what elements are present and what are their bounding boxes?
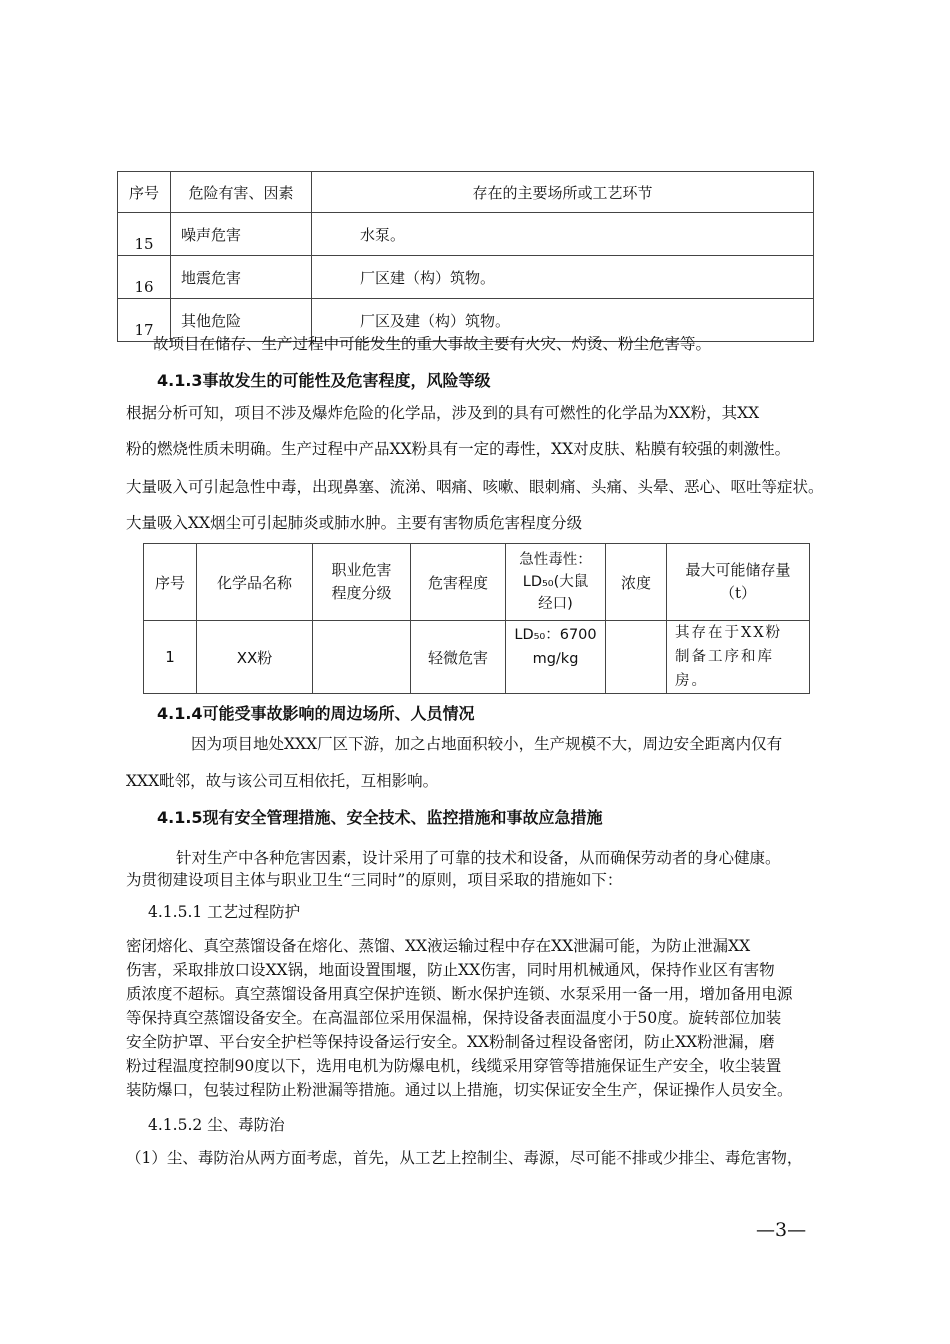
table-header-row xyxy=(144,544,810,621)
paragraph-line: 针对生产中各种危害因素，设计采用了可靠的技术和设备，从而确保劳动者的身心健康。 xyxy=(176,849,781,867)
cell-no: 1 xyxy=(144,621,197,694)
paragraph-line: 安全防护罩、平台安全护栏等保持设备运行安全。XX粉制备过程设备密闭，防止XX粉泄漏，磨 xyxy=(126,1033,775,1051)
cell-no: 16 xyxy=(118,256,171,299)
paragraph-line: 伤害，采取排放口设XX锅，地面设置围堰，防止XX伤害，同时用机械通风，保持作业区有害物 xyxy=(126,961,775,979)
paragraph-line: 粉过程温度控制90度以下，选用电机为防爆电机，线缆采用穿管等措施保证生产安全，收尘装置 xyxy=(126,1057,782,1075)
cell-hazard: 其他危险 xyxy=(171,299,312,342)
col-header-degree: 危害程度 xyxy=(411,544,506,621)
header-line: 急性毒性： xyxy=(519,552,592,568)
cell-place: 水泵。 xyxy=(312,213,814,256)
paragraph-line: 大量吸入XX烟尘可引起肺炎或肺水肿。主要有害物质危害程度分级 xyxy=(126,514,583,532)
subsection-heading: 4.1.5.2 尘、毒防治 xyxy=(148,1116,285,1134)
header-line: 程度分级 xyxy=(331,584,392,602)
cell-hazard: 地震危害 xyxy=(171,256,312,299)
cell-hazard: 噪声危害 xyxy=(171,213,312,256)
paragraph-line: 粉的燃烧性质未明确。生产过程中产品XX粉具有一定的毒性，XX对皮肤、粘膜有较强的刺激性。 xyxy=(126,440,791,458)
cell-name: XX粉 xyxy=(197,621,313,694)
section-heading: 4.1.4可能受事故影响的周边场所、人员情况 xyxy=(157,704,475,723)
section-heading: 4.1.3事故发生的可能性及危害程度，风险等级 xyxy=(157,371,491,390)
header-line: 最大可能储存量 xyxy=(685,561,791,579)
table-row xyxy=(144,621,810,694)
cell-line: mg/kg xyxy=(532,651,579,667)
paragraph-line: 因为项目地处XXX厂区下游，加之占地面积较小，生产规模不大，周边安全距离内仅有 xyxy=(191,735,783,753)
header-line: 职业危害 xyxy=(331,561,392,579)
col-header-conc: 浓度 xyxy=(606,544,667,621)
cell-line: 制备工序和库 xyxy=(675,649,774,665)
subsection-heading: 4.1.5.1 工艺过程防护 xyxy=(148,903,301,921)
col-header-tox xyxy=(506,544,606,621)
header-line: LD₅₀(大鼠 xyxy=(522,574,589,590)
page-number: —3— xyxy=(756,1219,807,1241)
col-header-hazard: 危险有害、因素 xyxy=(171,172,312,213)
paragraph-line: （1）尘、毒防治从两方面考虑，首先，从工艺上控制尘、毒源，尽可能不排或少排尘、毒危害物， xyxy=(126,1149,803,1167)
cell-tox xyxy=(506,621,606,694)
cell-occ xyxy=(313,621,411,694)
paragraph-line: 大量吸入可引起急性中毒，出现鼻塞、流涕、咽痛、咳嗽、眼刺痛、头痛、头晕、恶心、呕吐等症状。 xyxy=(126,478,824,496)
cell-line: 房。 xyxy=(675,673,708,689)
cell-degree: 轻微危害 xyxy=(411,621,506,694)
col-header-occ xyxy=(313,544,411,621)
paragraph-line: 为贯彻建设项目主体与职业卫生“三同时”的原则，项目采取的措施如下： xyxy=(126,871,623,889)
cell-max xyxy=(667,621,810,694)
header-line: 经口) xyxy=(538,596,573,612)
col-header-no: 序号 xyxy=(118,172,171,213)
cell-line: 其存在于XX粉 xyxy=(675,625,783,641)
table-row xyxy=(118,256,814,299)
paragraph: 故项目在储存、生产过程中可能发生的重大事故主要有火灾、灼烫、粉尘危害等。 xyxy=(153,335,712,353)
paragraph-line: 根据分析可知，项目不涉及爆炸危险的化学品，涉及到的具有可燃性的化学品为XX粉，其XX xyxy=(126,404,760,422)
section-heading: 4.1.5现有安全管理措施、安全技术、监控措施和事故应急措施 xyxy=(157,808,603,827)
cell-place: 厂区及建（构）筑物。 xyxy=(312,299,814,342)
cell-conc xyxy=(606,621,667,694)
paragraph-line: 密闭熔化、真空蒸馏设备在熔化、蒸馏、XX液运输过程中存在XX泄漏可能，为防止泄漏XX xyxy=(126,937,751,955)
paragraph-line: 质浓度不超标。真空蒸馏设备用真空保护连锁、断水保护连锁、水泵采用一备一用，增加备用电源 xyxy=(126,985,793,1003)
header-line: （t） xyxy=(719,584,757,602)
paragraph-line: XXX毗邻，故与该公司互相依托，互相影响。 xyxy=(126,772,439,790)
table-row xyxy=(118,213,814,256)
paragraph-line: 等保持真空蒸馏设备安全。在高温部位采用保温棉，保持设备表面温度小于50度。旋转部位加装 xyxy=(126,1009,782,1027)
table-header-row xyxy=(118,172,814,213)
hazard-grade-table xyxy=(143,543,810,694)
col-header-name: 化学品名称 xyxy=(197,544,313,621)
hazard-table xyxy=(117,171,814,342)
cell-place: 厂区建（构）筑物。 xyxy=(312,256,814,299)
paragraph-line: 装防爆口，包装过程防止粉泄漏等措施。通过以上措施，切实保证安全生产，保证操作人员安全。 xyxy=(126,1081,793,1099)
cell-no: 17 xyxy=(118,299,171,342)
col-header-max xyxy=(667,544,810,621)
cell-no: 15 xyxy=(118,213,171,256)
col-header-place: 存在的主要场所或工艺环节 xyxy=(312,172,814,213)
cell-line: LD₅₀：6700 xyxy=(514,627,597,643)
col-header-no: 序号 xyxy=(144,544,197,621)
